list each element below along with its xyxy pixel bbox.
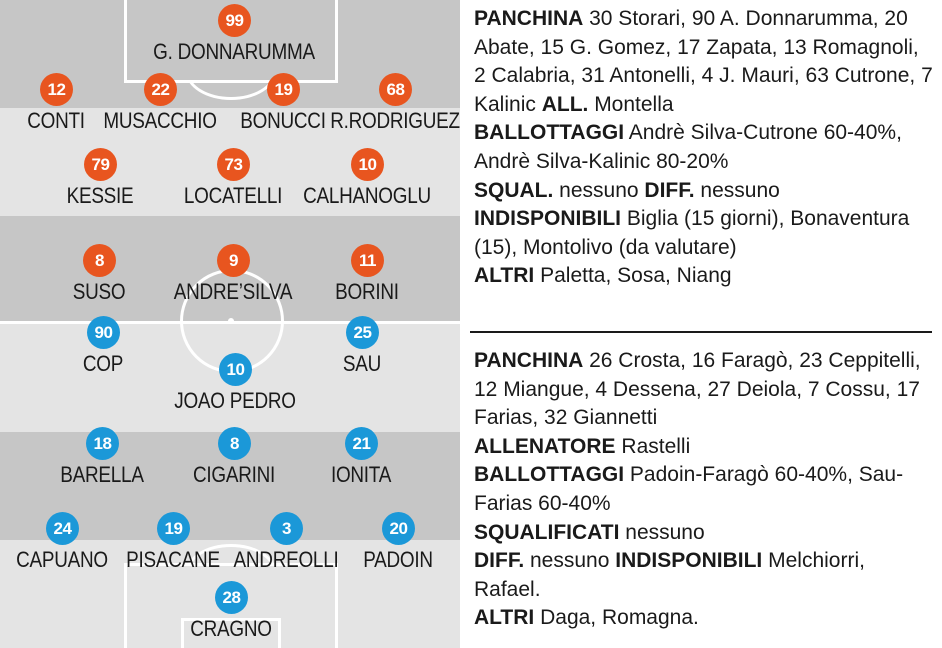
indisponibili-label: INDISPONIBILI [615,549,763,573]
shirt-number-badge: 18 [86,427,119,460]
shirt-number-badge: 11 [351,244,384,277]
player-name: CONTI [27,108,85,133]
indisponibili-label: INDISPONIBILI [474,207,622,231]
ballottaggi-label: BALLOTTAGGI [474,463,625,487]
indisponibili-text: Biglia (15 giorni), Bonaventura (15), Montolivo (da valutare) [474,207,910,259]
shirt-number-badge: 20 [382,512,415,545]
shirt-number-badge: 28 [215,581,248,614]
squal-label: SQUAL. [474,178,554,202]
top-box-right-line [335,0,338,82]
player-name: LOCATELLI [183,183,283,208]
panchina-text: 30 Storari, 90 A. Donnarumma, 20 Abate, 15 G. Gomez, 17 Zapata, 13 Romagnoli, 2 Calabria, 31 Antonelli, 4 J. Mauri, 63 Cutrone, 7 Kalinic [474,7,933,116]
altri-text: Paletta, Sosa, Niang [534,264,732,288]
shirt-number-badge: 10 [219,353,252,386]
shirt-number-badge: 22 [144,73,177,106]
shirt-number-badge: 19 [157,512,190,545]
shirt-number-badge: 90 [87,316,120,349]
ballottaggi-label: BALLOTTAGGI [474,121,625,145]
player-name: ANDREOLLI [233,547,339,572]
panchina-label: PANCHINA [474,349,584,372]
bottom-box-right-line [335,563,338,648]
cagliari-info [474,347,936,633]
player-name: KESSIE [66,183,134,208]
ballottaggi-text: Padoin-Faragò 60-40%, Sau-Farias 60-40% [474,463,904,515]
altri-text: Daga, Romagna. [534,606,699,630]
player-name: BARELLA [60,462,144,487]
player-name: R.RODRIGUEZ [330,108,460,133]
diff-text: nessuno [524,549,616,573]
all-label: ALL. [541,92,589,116]
shirt-number-badge: 9 [217,244,250,277]
shirt-number-badge: 8 [218,427,251,460]
squalificati-label: SQUALIFICATI [474,520,620,544]
shirt-number-badge: 79 [84,148,117,181]
player-name: PISACANE [126,547,220,572]
shirt-number-badge: 68 [379,73,412,106]
shirt-number-badge: 25 [346,316,379,349]
panchina-text: 26 Crosta, 16 Faragò, 23 Ceppitelli, 12 Miangue, 4 Dessena, 27 Deiola, 7 Cossu, 17 Farias, 32 Giannetti [474,349,921,430]
all-text: Montella [588,92,674,116]
section-divider [470,331,932,333]
shirt-number-badge: 24 [46,512,79,545]
top-box-left-line [124,0,127,82]
player-name: BONUCCI [240,108,326,133]
bottom-box-left-line [124,563,127,648]
shirt-number-badge: 10 [351,148,384,181]
player-name: COP [82,351,124,376]
diff-label: DIFF. [474,549,525,573]
indisponibili-text: Melchiorri, Rafael. [474,549,865,601]
squalificati-text: nessuno [619,520,705,544]
allenatore-text: Rastelli [615,434,691,458]
player-name: ANDRE’SILVA [173,279,293,304]
player-name: CAPUANO [16,547,108,572]
diff-label: DIFF. [644,178,695,202]
football-pitch [0,0,460,648]
ballottaggi-text: Andrè Silva-Cutrone 60-40%, Andrè Silva-Kalinic 80-20% [474,121,902,173]
shirt-number-badge: 99 [218,4,251,37]
shirt-number-badge: 19 [267,73,300,106]
altri-label: ALTRI [474,606,535,630]
player-name: MUSACCHIO [103,108,217,133]
player-name: CALHANOGLU [303,183,431,208]
player-name: CIGARINI [192,462,276,487]
diff-text: nessuno [694,178,780,202]
player-name: G. DONNARUMMA [153,39,315,64]
altri-label: ALTRI [474,264,535,288]
shirt-number-badge: 21 [345,427,378,460]
allenatore-label: ALLENATORE [474,434,616,458]
shirt-number-badge: 73 [217,148,250,181]
player-name: IONITA [330,462,392,487]
player-name: SUSO [72,279,126,304]
panchina-label: PANCHINA [474,7,584,30]
centre-spot [228,318,234,324]
milan-info [474,5,936,291]
player-name: SAU [342,351,382,376]
shirt-number-badge: 12 [40,73,73,106]
player-name: PADOIN [363,547,433,572]
shirt-number-badge: 3 [270,512,303,545]
squal-text: nessuno [553,178,645,202]
player-name: CRAGNO [190,616,272,641]
player-name: JOAO PEDRO [174,388,296,413]
shirt-number-badge: 8 [83,244,116,277]
player-name: BORINI [335,279,399,304]
